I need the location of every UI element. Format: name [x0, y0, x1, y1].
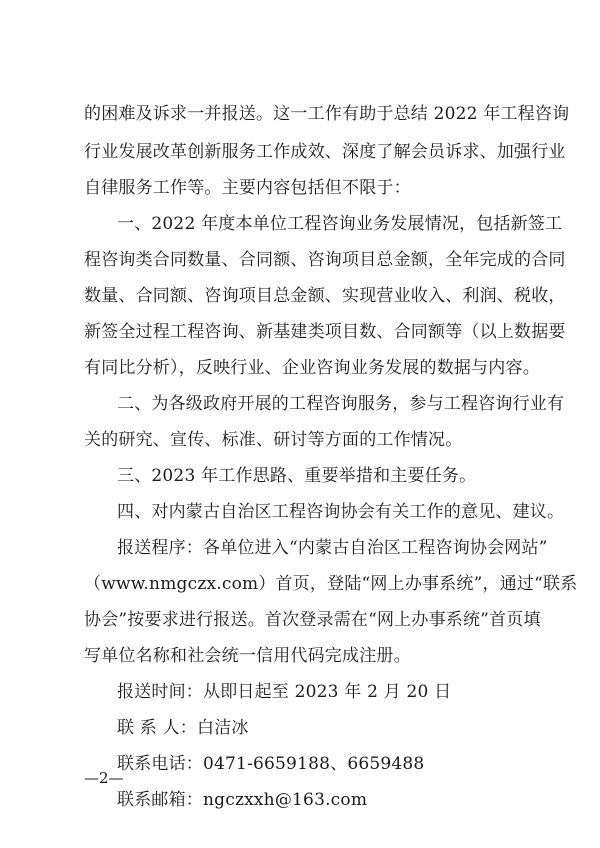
procedure-line: 协会”按要求进行报送。首次登录需在“网上办事系统”首页填 — [84, 610, 541, 630]
body-line: 行业发展改革创新服务工作成效、深度了解会员诉求、加强行业 — [84, 142, 566, 162]
body-line: 的困难及诉求一并报送。这一工作有助于总结 2022 年工程咨询 — [84, 104, 570, 124]
contact-email: 联系邮箱：ngczxxh@163.com — [117, 790, 368, 810]
submission-deadline: 报送时间：从即日起至 2023 年 2 月 20 日 — [117, 682, 452, 702]
page-number: —2— — [84, 769, 124, 787]
body-line: 程咨询类合同数量、合同额、咨询项目总金额，全年完成的合同 — [84, 250, 566, 270]
body-line: 数量、合同额、咨询项目总金额、实现营业收入、利润、税收， — [84, 286, 566, 306]
body-line: 关的研究、宣传、标准、研讨等方面的工作情况。 — [84, 430, 463, 450]
body-line: 新签全过程工程咨询、新基建类项目数、合同额等（以上数据要 — [84, 322, 566, 342]
list-item-first-line: 二、为各级政府开展的工程咨询服务，参与工程咨询行业有 — [117, 394, 565, 414]
list-item-first-line: 一、2022 年度本单位工程咨询业务发展情况，包括新签工 — [117, 214, 563, 234]
contact-person: 联 系 人：白洁冰 — [117, 718, 249, 738]
body-line: 自律服务工作等。主要内容包括但不限于： — [84, 178, 411, 198]
list-item-first-line: 四、对内蒙古自治区工程咨询协会有关工作的意见、建议。 — [117, 502, 565, 522]
procedure-line: 报送程序：各单位进入“内蒙古自治区工程咨询协会网站” — [117, 538, 548, 558]
procedure-line: 写单位名称和社会统一信用代码完成注册。 — [84, 646, 411, 666]
list-item-first-line: 三、2023 年工作思路、重要举措和主要任务。 — [117, 466, 477, 486]
body-line: 有同比分析），反映行业、企业咨询业务发展的数据与内容。 — [84, 358, 540, 378]
contact-phone: 联系电话：0471-6659188、6659488 — [117, 754, 425, 774]
procedure-line: （www.nmgczx.com）首页，登陆“网上办事系统”，通过“联系 — [84, 574, 578, 594]
